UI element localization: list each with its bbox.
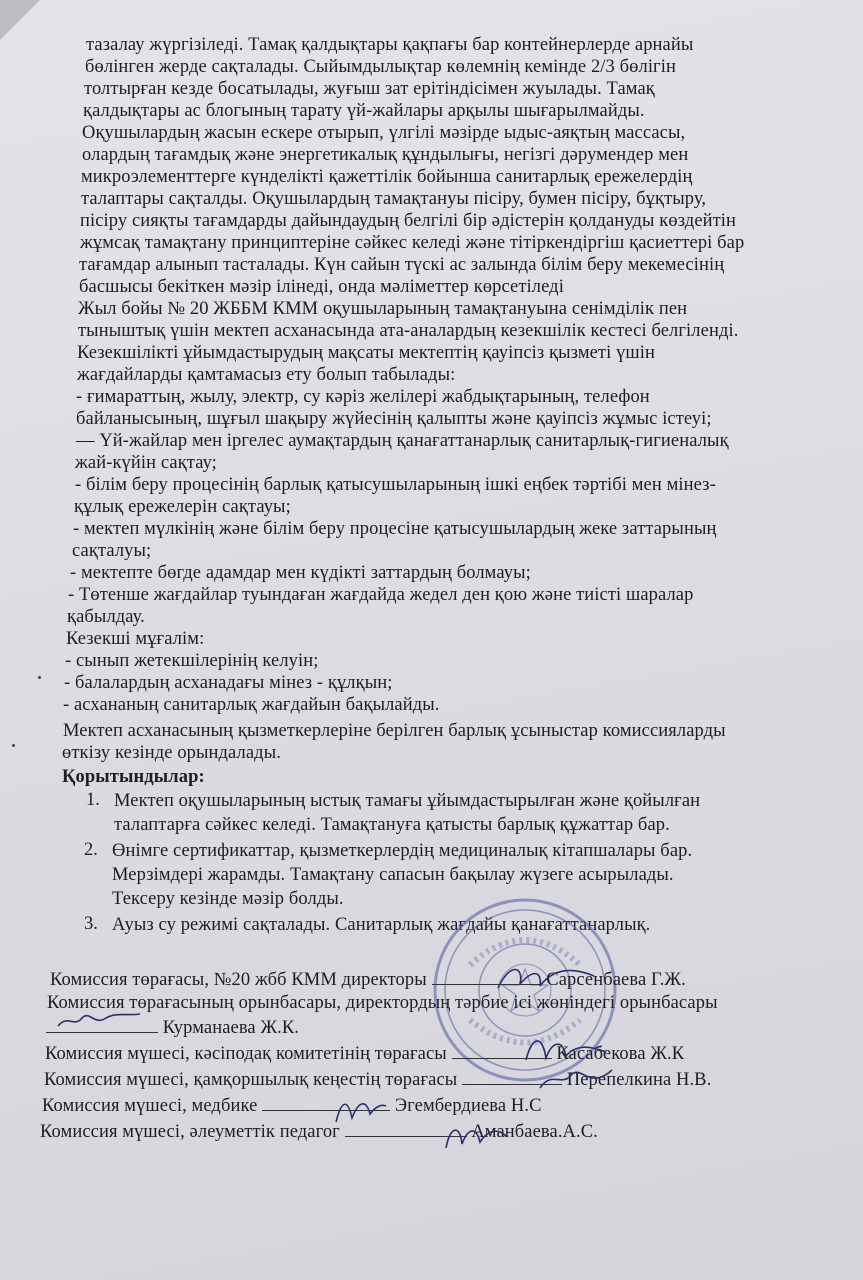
body-line: пісіру сияқты тағамдарды дайындаудың белгілі бір әдістерін қолдануды көздейтін (80, 211, 737, 231)
member-role: Комиссия мүшесі, әлеуметтік педагог (40, 1122, 340, 1142)
body-line: Жыл бойы № 20 ЖББМ КММ оқушыларының тамақтануына сенімділік пен (78, 299, 688, 319)
body-line: - балалардың асханадағы мінез - құлқын; (64, 673, 393, 693)
member-name: Аманбаева.А.С. (471, 1122, 598, 1142)
list-item-number: 3. (84, 914, 98, 934)
list-item-line: Өнімге сертификаттар, қызметкерлердің медициналық кітапшалары бар. (112, 841, 693, 861)
commission-member-row (40, 1120, 598, 1143)
body-line: — Үй-жайлар мен іргелес аумақтардың қанағаттанарлық санитарлық-гигиеналық (76, 431, 729, 451)
body-line: құлық ережелерін сақтауы; (74, 497, 291, 517)
commission-member-row (42, 1094, 542, 1117)
body-line: жай-күйін сақтау; (75, 453, 217, 473)
paper-corner-fold (0, 0, 40, 40)
body-line: - мектеп мүлкінің және білім беру процесіне қатысушылардың жеке заттарының (73, 519, 717, 539)
member-name: Эгембердиева Н.С (394, 1096, 542, 1116)
list-item-line: Ауыз су режимі сақталады. Санитарлық жағдайы қанағаттанарлық. (112, 915, 651, 935)
member-role: Комиссия мүшесі, кәсіподақ комитетінің төрағасы (45, 1044, 447, 1064)
member-name: Сарсенбаева Г.Ж. (546, 970, 686, 990)
body-line: жағдайларды қамтамасыз ету болып табылады: (77, 365, 456, 385)
member-role: Комиссия мүшесі, медбике (42, 1096, 258, 1116)
list-item-line: Тексеру кезінде мәзір болды. (112, 889, 344, 909)
signature-mark (490, 958, 600, 998)
body-line: тағамдар алынып тасталады. Күн сайын түскі ас залында білім беру мекемесінің (79, 255, 725, 275)
body-line: жұмсақ тамақтану принциптеріне сәйкес келеді және тітіркендіргіш қасиеттері бар (80, 233, 745, 253)
body-line: - ғимараттың, жылу, электр, су кәріз желілері жабдықтарының, телефон (76, 387, 650, 407)
body-line: тазалау жүргізіледі. Тамақ қалдықтары қақпағы бар контейнерлерде арнайы (86, 35, 694, 55)
body-line: - білім беру процесінің барлық қатысушыларының ішкі еңбек тәртібі мен мінез- (75, 475, 716, 495)
body-line: - Төтенше жағдайлар туындаған жағдайда жедел ден қою және тиісті шаралар (68, 585, 694, 605)
body-line: - асхананың санитарлық жағдайын бақылайды. (63, 695, 440, 715)
paper-speck (38, 676, 41, 679)
member-role: Комиссия төрағасы, №20 жбб КММ директоры (50, 970, 427, 990)
body-line: толтырған кезде босатылады, жуғыш зат ерітіндісімен жуылады. Тамақ (84, 79, 655, 99)
body-line: қабылдау. (67, 607, 145, 627)
paper-speck (12, 744, 15, 747)
body-line: байланысының, шұғыл шақыру жүйесінің қалыпты және қауіпсіз жұмыс істеуі; (76, 409, 712, 429)
body-line: тыныштық үшін мектеп асханасында ата-аналардың кезекшілік кестесі белгіленді. (78, 321, 739, 341)
list-item-number: 2. (84, 840, 98, 860)
list-item-line: Мерзімдері жарамды. Тамақтану сапасын бақылау жүзеге асырылады. (112, 865, 674, 885)
member-name: Перепелкина Н.В. (566, 1070, 712, 1090)
member-role: Комиссия мүшесі, қамқоршылық кеңестің төрағасы (44, 1070, 458, 1090)
body-line: басшысы бекіткен мәзір ілінеді, онда мәліметтер көрсетіледі (79, 277, 564, 297)
list-item-line: Мектеп оқушыларының ыстық тамағы ұйымдастырылған және қойылған (114, 791, 701, 811)
body-line: бөлінген жерде сақталады. Сыйымдылықтар көлемнің кемінде 2/3 бөлігін (85, 57, 676, 77)
body-line: Кезекші мұғалім: (66, 629, 205, 649)
body-line: талаптары сақталды. Оқушылардың тамақтануы пісіру, бумен пісіру, бұқтыру, (81, 189, 707, 209)
signature-mark (330, 1092, 390, 1128)
body-line: өткізу кезінде орындалады. (62, 743, 281, 763)
list-item-number: 1. (86, 790, 100, 810)
body-line: олардың тағамдық және энергетикалық құндылығы, негізгі дәрумендер мен (82, 145, 689, 165)
conclusions-heading: Қорытындылар: (62, 767, 205, 787)
signature-mark (536, 1064, 616, 1096)
body-line: қалдықтары ас блогының тарату үй-жайлары арқылы шығарылмайды. (83, 101, 645, 121)
body-line: Мектеп асханасының қызметкерлеріне берілген барлық ұсыныстар комиссияларды (63, 721, 726, 741)
member-name: Касабекова Ж.К (556, 1044, 685, 1064)
body-line: - мектепте бөгде адамдар мен күдікті заттардың болмауы; (70, 563, 531, 583)
list-item-line: талаптарға сәйкес келеді. Тамақтануға қатысты барлық құжаттар бар. (114, 815, 670, 835)
body-line: микроэлементтерге күнделікті қажеттілік бойынша санитарлық ережелердің (81, 167, 693, 187)
commission-member-role-line: Комиссия төрағасының орынбасары, директордың тәрбие ісі жөніндегі орынбасары (47, 993, 718, 1013)
signature-mark (440, 1118, 510, 1154)
body-line: сақталуы; (72, 541, 152, 561)
body-line: Оқушылардың жасын ескере отырып, үлгілі мәзірде ыдыс-аяқтың массасы, (82, 123, 686, 143)
body-line: - сынып жетекшілерінің келуін; (65, 651, 319, 671)
signature-mark (54, 1006, 144, 1034)
member-name: Курманаева Ж.К. (162, 1018, 300, 1038)
signature-mark (520, 1028, 610, 1068)
body-line: Кезекшілікті ұйымдастырудың мақсаты мектептің қауіпсіз қызметі үшін (77, 343, 656, 363)
